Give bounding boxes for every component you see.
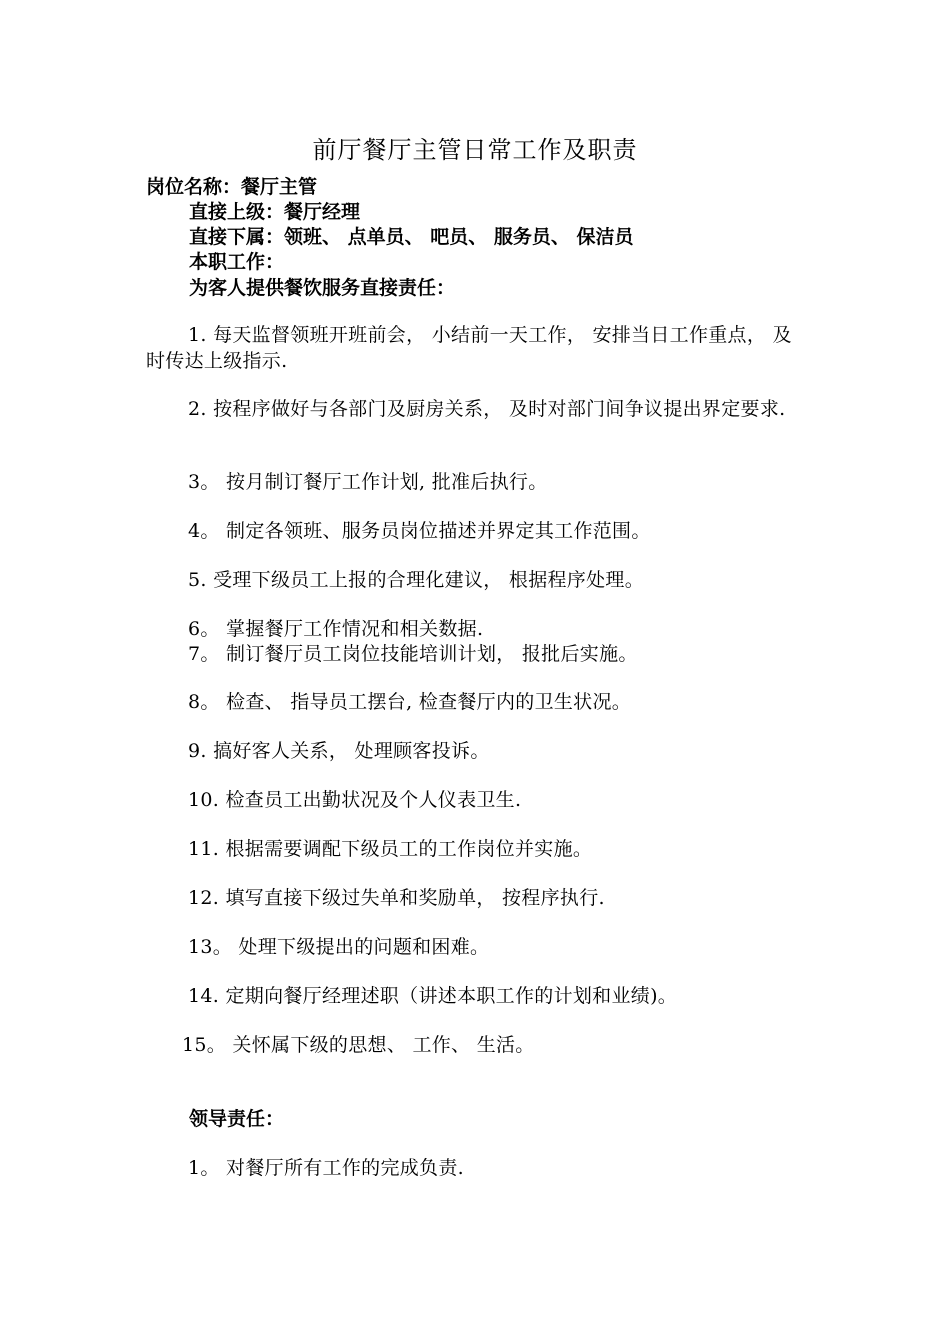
duty-item bbox=[146, 689, 808, 715]
duty-item bbox=[146, 567, 808, 593]
duty-item bbox=[146, 934, 808, 960]
duty-item bbox=[146, 616, 808, 642]
duty-item bbox=[146, 836, 808, 862]
duty-text: 制订餐厅员工岗位技能培训计划， 报批后实施。 bbox=[226, 643, 638, 665]
direct-superior-line: 直接上级：餐厅经理 bbox=[189, 201, 361, 223]
duty-text: 定期向餐厅经理述职（讲述本职工作的计划和业绩)。 bbox=[225, 985, 678, 1007]
duty-number: 4。 bbox=[188, 520, 220, 542]
direct-subordinates-line: 直接下属：领班、 点单员、 吧员、 服务员、 保洁员 bbox=[189, 226, 634, 248]
duty-item bbox=[146, 738, 808, 764]
duty-text: 掌握餐厅工作情况和相关数据. bbox=[226, 618, 484, 640]
duty-item bbox=[146, 396, 808, 422]
leadership-number: 1。 bbox=[188, 1157, 220, 1179]
duty-number: 6。 bbox=[188, 618, 220, 640]
duty-number: 7。 bbox=[188, 643, 220, 665]
position-name-line: 岗位名称：餐厅主管 bbox=[146, 176, 318, 198]
duty-item bbox=[146, 1032, 808, 1058]
duty-number: 15。 bbox=[182, 1034, 227, 1056]
duty-text: 每天监督领班开班前会， 小结前一天工作， 安排当日工作重点， 及时传达上级指示. bbox=[146, 324, 792, 372]
leadership-heading: 领导责任： bbox=[189, 1108, 285, 1130]
duty-item bbox=[146, 518, 808, 544]
duty-item bbox=[146, 983, 808, 1009]
duty-item bbox=[146, 885, 808, 911]
duty-number: 3。 bbox=[188, 471, 220, 493]
document-title: 前厅餐厅主管日常工作及职责 bbox=[312, 136, 638, 164]
job-duties-heading: 本职工作： bbox=[189, 251, 285, 273]
duty-number: 5. bbox=[188, 569, 207, 591]
leadership-text: 对餐厅所有工作的完成负责. bbox=[226, 1157, 464, 1179]
duty-text: 关怀属下级的思想、 工作、 生活。 bbox=[232, 1034, 535, 1056]
duty-number: 9. bbox=[188, 740, 207, 762]
duty-number: 12. bbox=[188, 887, 220, 909]
duty-number: 11. bbox=[188, 838, 220, 860]
duty-text: 按程序做好与各部门及厨房关系， 及时对部门间争议提出界定要求. bbox=[213, 398, 786, 420]
duty-item bbox=[146, 787, 808, 813]
duty-number: 2. bbox=[188, 398, 207, 420]
duty-text: 检查员工出勤状况及个人仪表卫生. bbox=[225, 789, 522, 811]
duty-text: 检查、 指导员工摆台, 检查餐厅内的卫生状况。 bbox=[226, 691, 632, 713]
duty-text: 搞好客人关系， 处理顾客投诉。 bbox=[213, 740, 490, 762]
duty-number: 1. bbox=[188, 324, 207, 346]
duty-number: 8。 bbox=[188, 691, 220, 713]
duty-text: 制定各领班、服务员岗位描述并界定其工作范围。 bbox=[226, 520, 651, 542]
duty-text: 根据需要调配下级员工的工作岗位并实施。 bbox=[225, 838, 593, 860]
duty-item bbox=[146, 469, 808, 495]
duty-number: 13。 bbox=[188, 936, 233, 958]
duty-number: 10. bbox=[188, 789, 220, 811]
duty-number: 14. bbox=[188, 985, 220, 1007]
duty-item bbox=[146, 322, 808, 374]
duty-text: 按月制订餐厅工作计划, 批准后执行。 bbox=[226, 471, 548, 493]
leadership-item bbox=[146, 1155, 808, 1181]
duty-text: 受理下级员工上报的合理化建议， 根据程序处理。 bbox=[213, 569, 645, 591]
duty-text: 填写直接下级过失单和奖励单， 按程序执行. bbox=[225, 887, 605, 909]
service-responsibility-heading: 为客人提供餐饮服务直接责任： bbox=[189, 277, 456, 299]
duty-text: 处理下级提出的问题和困难。 bbox=[238, 936, 490, 958]
duty-item bbox=[146, 641, 808, 667]
